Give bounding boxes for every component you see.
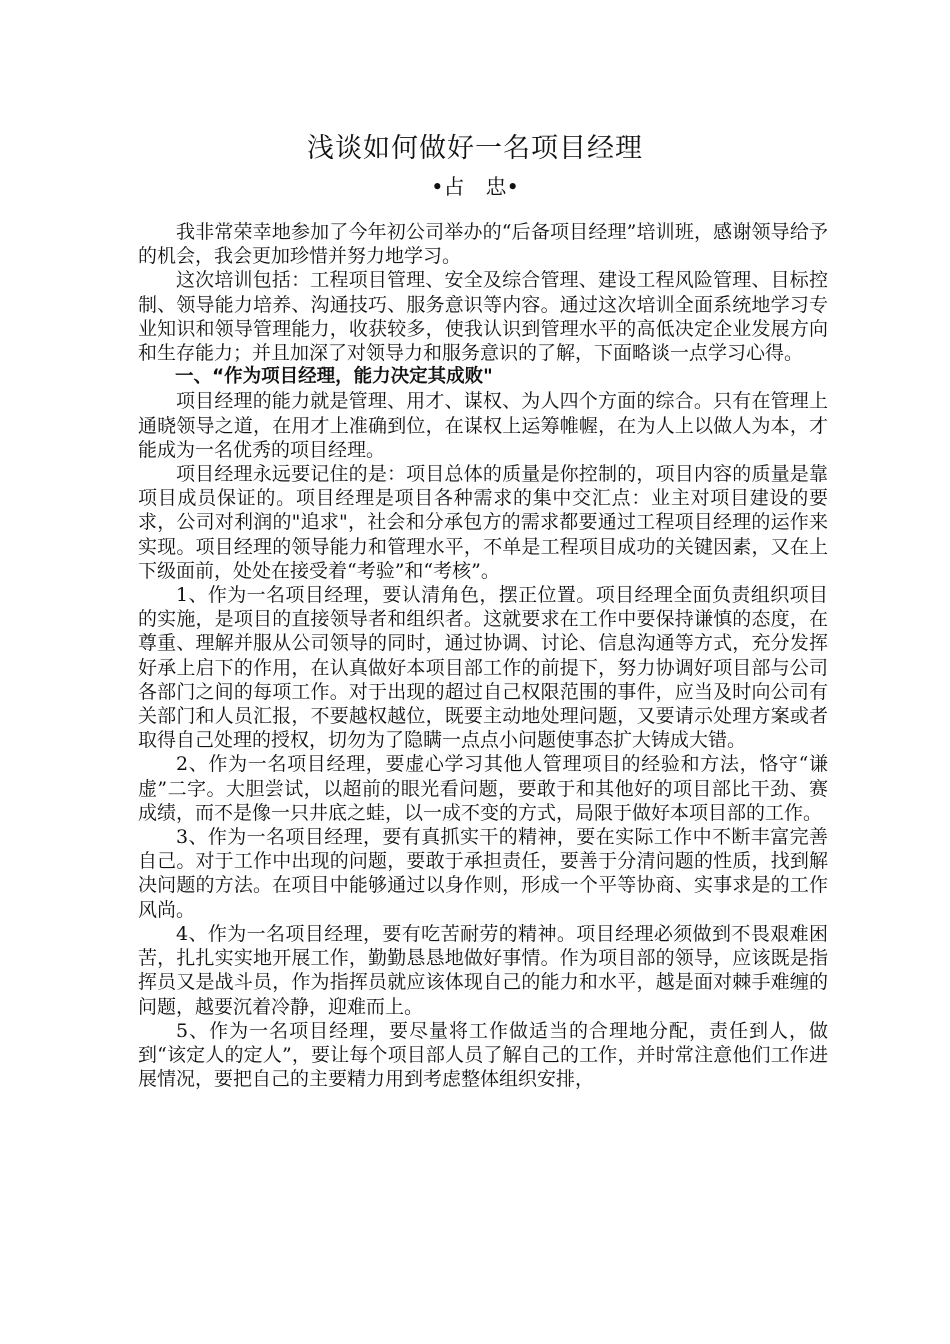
body-paragraph: 1、作为一名项目经理，要认清角色，摆正位置。项目经理全面负责组织项目的实施，是项目的直接领导者和组织者。这就要求在工作中要保持谦慎的态度，在尊重、理解并服从公司领导的同时，通过协调、讨论、信息沟通等方式，充分发挥好承上启下的作用，在认真做好本项目部工作的前提下，努力协调好项目部与公司各部门之间的每项工作。对于出现的超过自己权限范围的事件，应当及时向公司有关部门和人员汇报，不要越权越位，既要主动地处理问题，又要请示处理方案或者取得自己处理的授权，切勿为了隐瞒一点点小问题使事态扩大铸成大错。 <box>138 584 828 752</box>
body-paragraph: 项目经理永远要记住的是：项目总体的质量是你控制的，项目内容的质量是靠项目成员保证的。项目经理是项目各种需求的集中交汇点：业主对项目建设的要求，公司对利润的"追求"，社会和分承包方的需求都要通过工程项目经理的运作来实现。项目经理的领导能力和管理水平，不单是工程项目成功的关键因素，又在上下级面前，处处在接受着“考验”和“考核”。 <box>138 463 828 582</box>
body-paragraph: 4、作为一名项目经理，要有吃苦耐劳的精神。项目经理必须做到不畏艰难困苦，扎扎实实地开展工作，勤勤恳恳地做好事情。作为项目部的领导，应该既是指挥员又是战斗员，作为指挥员就应该体现自己的能力和水平，越是面对棘手难缠的问题，越要沉着冷静，迎难而上。 <box>138 922 828 1018</box>
body-paragraph: 我非常荣幸地参加了今年初公司举办的“后备项目经理”培训班，感谢领导给予的机会，我会更加珍惜并努力地学习。 <box>138 221 828 268</box>
body-paragraph: 5、作为一名项目经理，要尽量将工作做适当的合理地分配，责任到人，做到“该定人的定人”，要让每个项目部人员了解自己的工作，并时常注意他们工作进展情况，要把自己的主要精力用到考虑整体组织安排， <box>138 1019 828 1091</box>
body-paragraph: 3、作为一名项目经理，要有真抓实干的精神，要在实际工作中不断丰富完善自己。对于工作中出现的问题，要敢于承担责任，要善于分清问题的性质，找到解决问题的方法。在项目中能够通过以身作则，形成一个平等协商、实事求是的工作风尚。 <box>138 826 828 921</box>
body-paragraph: 2、作为一名项目经理，要虚心学习其他人管理项目的经验和方法，恪守“谦虚”二字。大胆尝试，以超前的眼光看问题，要敢于和其他好的项目部比干劲、赛成绩，而不是像一只井底之蛙，以一成不变的方式，局限于做好本项目部的工作。 <box>138 753 828 824</box>
body-paragraph: 项目经理的能力就是管理、用才、谋权、为人四个方面的综合。只有在管理上通晓领导之道，在用才上准确到位，在谋权上运筹帷幄，在为人上以做人为本，才能成为一名优秀的项目经理。 <box>138 390 828 461</box>
document-body <box>138 220 828 1091</box>
body-paragraph: 这次培训包括：工程项目管理、安全及综合管理、建设工程风险管理、目标控制、领导能力培养、沟通技巧、服务意识等内容。通过这次培训全面系统地学习专业知识和领导管理能力，收获较多，使我认识到管理水平的高低决定企业发展方向和生存能力；并且加深了对领导力和服务意识的了解，下面略谈一点学习心得。 <box>138 269 828 365</box>
section-heading: 一、“作为项目经理，能力决定其成败" <box>175 366 493 388</box>
document-author: •占 忠• <box>431 175 519 199</box>
document-title: 浅谈如何做好一名项目经理 <box>307 133 643 164</box>
